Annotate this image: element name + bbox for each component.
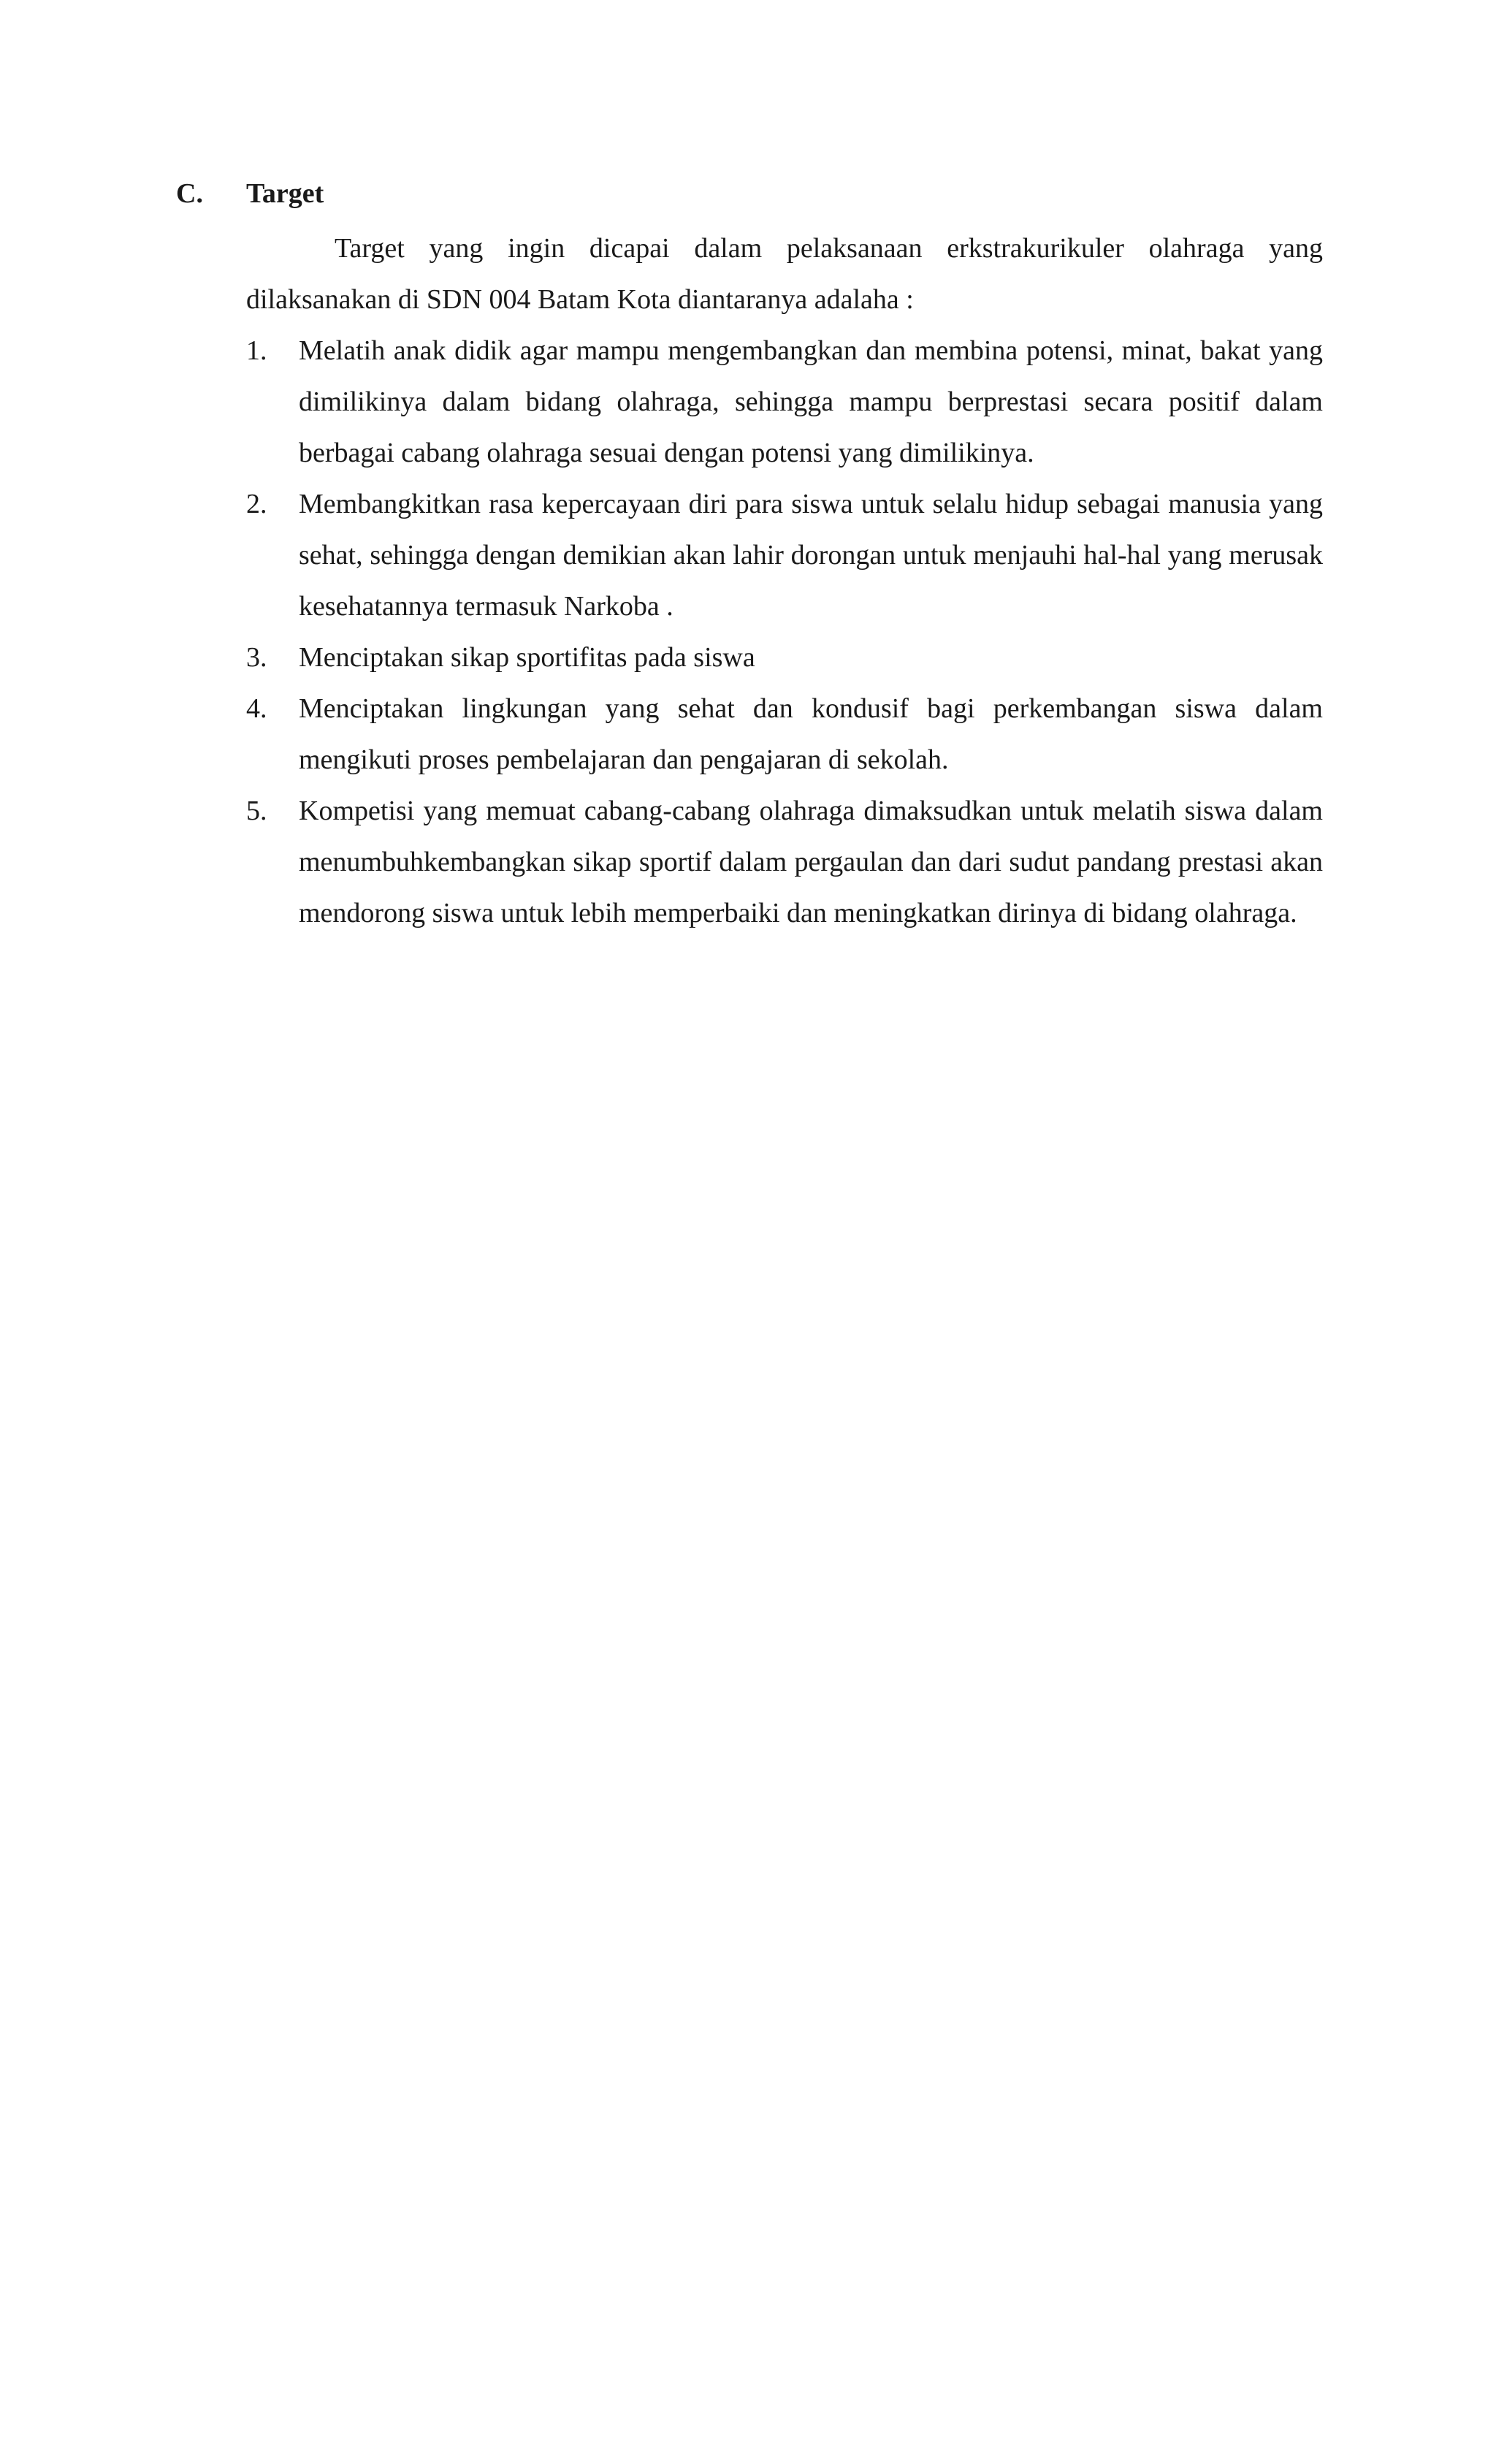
list-item [246,478,1323,632]
list-item-number: 1. [246,335,267,366]
list-item-number: 5. [246,796,267,826]
list-item-number: 3. [246,642,267,673]
target-list [246,325,1323,939]
list-item [246,683,1323,785]
list-item-text: Menciptakan lingkungan yang sehat dan kondusif bagi perkembangan siswa dalam mengikuti proses pembelajaran dan pengajaran di sekolah. [299,693,1323,775]
intro-paragraph: Target yang ingin dicapai dalam pelaksanaan erkstrakurikuler olahraga yang dilaksanakan di SDN 004 Batam Kota diantaranya adalaha : [246,233,1323,315]
section-title: Target [246,178,324,209]
list-item-number: 2. [246,489,267,519]
section-letter: C. [176,178,203,209]
list-item-text: Kompetisi yang memuat cabang-cabang olahraga dimaksudkan untuk melatih siswa dalam menumbuhkembangkan sikap sportif dalam pergaulan dan dari sudut pandang prestasi akan mendorong siswa untuk lebih memperbaiki dan meningkatkan dirinya di bidang olahraga. [299,796,1323,928]
list-item [246,325,1323,478]
list-item-text: Menciptakan sikap sportifitas pada siswa [299,642,755,673]
list-item [246,785,1323,939]
list-item-text: Membangkitkan rasa kepercayaan diri para siswa untuk selalu hidup sebagai manusia yang sehat, sehingga dengan demikian akan lahir dorongan untuk menjauhi hal-hal yang merusak kesehatannya termasuk Narkoba . [299,489,1323,622]
list-item-text: Melatih anak didik agar mampu mengembangkan dan membina potensi, minat, bakat yang dimilikinya dalam bidang olahraga, sehingga mampu berprestasi secara positif dalam berbagai cabang olahraga sesuai dengan potensi yang dimilikinya. [299,335,1323,468]
list-item [246,632,1323,683]
list-item-number: 4. [246,693,267,724]
